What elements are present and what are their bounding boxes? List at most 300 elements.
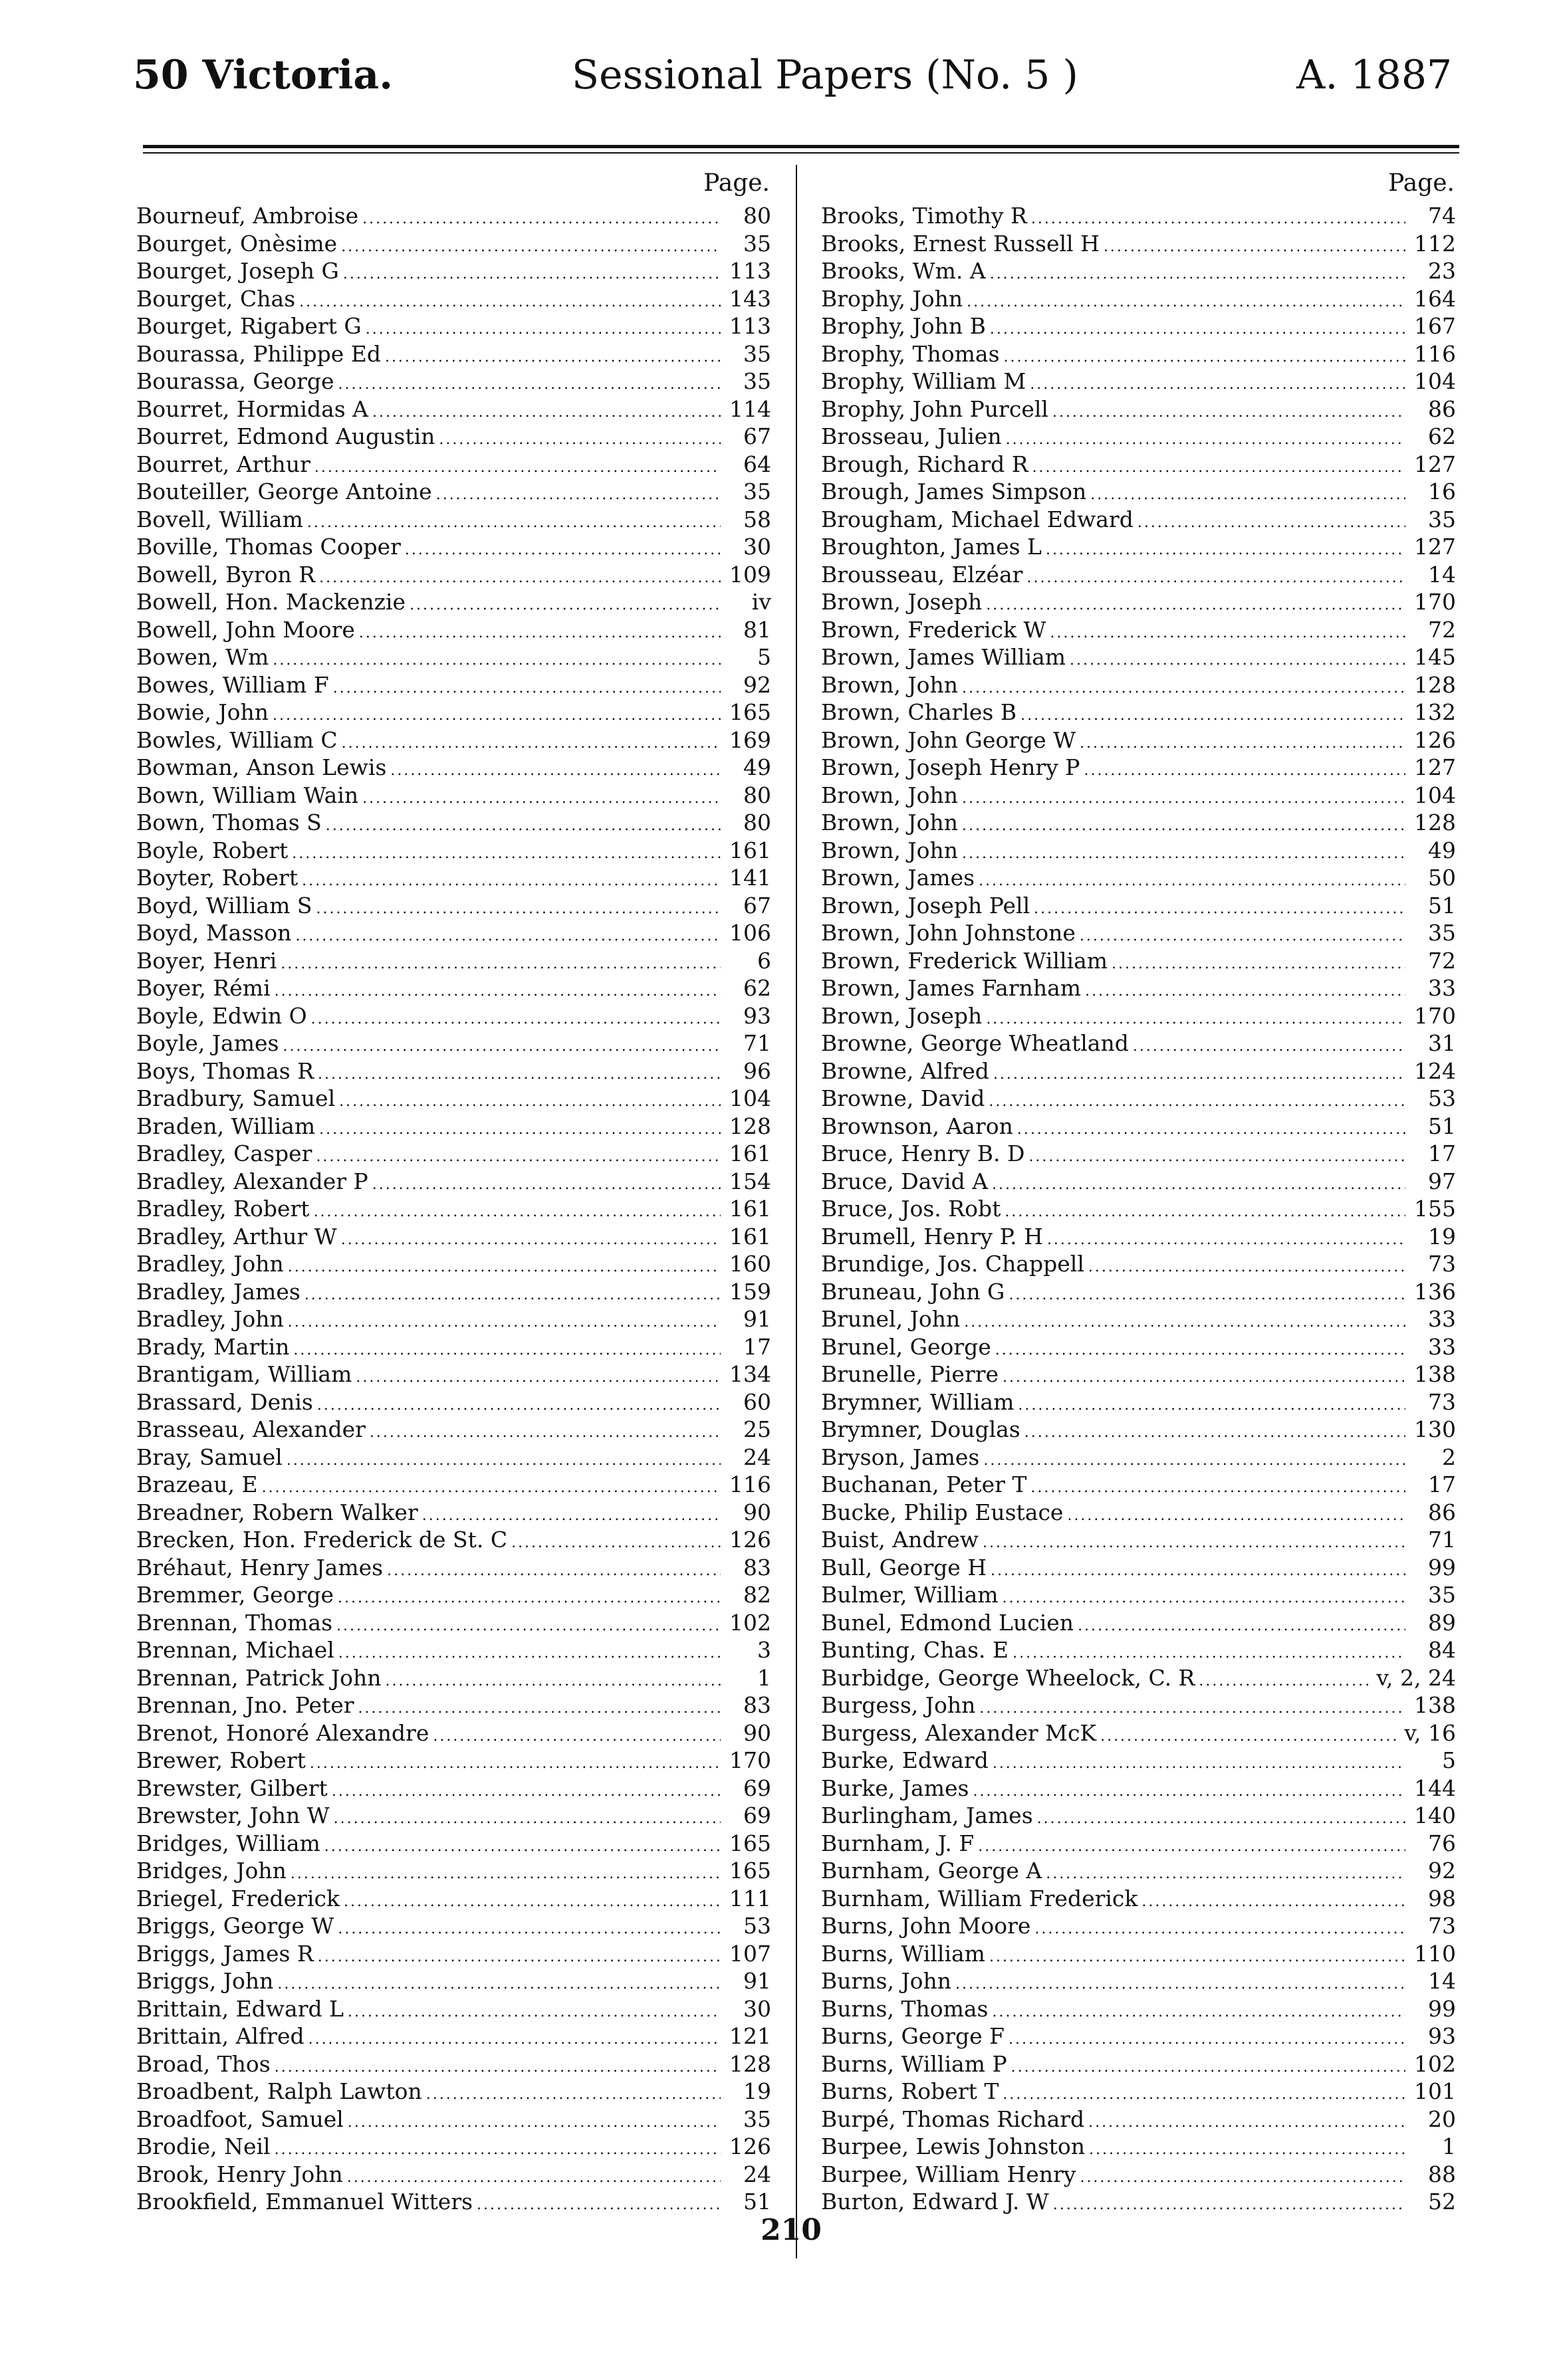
index-entry	[136, 699, 771, 726]
entry-name: Brookfield, Emmanuel Witters	[136, 2189, 473, 2215]
entry-name: Brown, John Johnstone	[821, 920, 1076, 946]
leader-dots	[1084, 754, 1405, 782]
entry-page: 104	[729, 1085, 771, 1111]
index-entry	[821, 340, 1456, 368]
leader-dots	[964, 1305, 1405, 1333]
leader-dots	[295, 919, 721, 947]
entry-page: 67	[743, 423, 771, 449]
entry-name: Bruce, Henry B. D	[821, 1140, 1025, 1166]
leader-dots	[348, 1995, 721, 2023]
entry-name: Boys, Thomas R	[136, 1057, 314, 1084]
leader-dots	[955, 1967, 1405, 1995]
index-entry	[821, 754, 1456, 782]
index-entry	[821, 1085, 1456, 1113]
entry-name: Brownson, Aaron	[821, 1113, 1013, 1139]
entry-name: Brodie, Neil	[136, 2133, 271, 2159]
entry-name: Brook, Henry John	[136, 2161, 343, 2187]
leader-dots	[979, 1691, 1405, 1719]
entry-page: 113	[729, 258, 771, 284]
leader-dots	[341, 1223, 721, 1251]
page-column-label: Page.	[703, 169, 770, 197]
entry-page: 52	[1428, 2189, 1456, 2215]
entry-page: 49	[1428, 837, 1456, 863]
leader-dots	[338, 1912, 721, 1940]
leader-dots	[1013, 1636, 1405, 1664]
entry-name: Bradley, Arthur W	[136, 1223, 337, 1249]
index-entry	[136, 974, 771, 1002]
entry-page: 23	[1428, 258, 1456, 284]
leader-dots	[983, 1444, 1405, 1471]
index-entry	[136, 340, 771, 368]
entry-page: 161	[729, 1223, 771, 1249]
entry-page: 35	[743, 368, 771, 394]
entry-name: Brittain, Edward L	[136, 1995, 344, 2022]
entry-page: 112	[1414, 230, 1456, 257]
entry-page: 128	[729, 1113, 771, 1139]
index-list-right	[821, 202, 1456, 2216]
entry-name: Bradbury, Samuel	[136, 1085, 336, 1111]
leader-dots	[273, 643, 721, 671]
leader-dots	[1024, 1416, 1405, 1444]
leader-dots	[390, 754, 721, 782]
entry-name: Bowell, Byron R	[136, 561, 316, 588]
index-column-right	[821, 165, 1456, 2216]
index-entry	[821, 1995, 1456, 2023]
entry-page: 161	[729, 1196, 771, 1222]
entry-page: 33	[1428, 1333, 1456, 1360]
entry-page: 71	[743, 1030, 771, 1056]
entry-page: 31	[1428, 1030, 1456, 1056]
leader-dots	[995, 1333, 1405, 1361]
index-entry	[821, 423, 1456, 451]
index-entry	[136, 864, 771, 892]
entry-name: Brewster, John W	[136, 1802, 330, 1828]
leader-dots	[318, 1940, 721, 1968]
index-entry	[821, 1885, 1456, 1913]
entry-name: Bourret, Hormidas A	[136, 395, 369, 422]
index-entry	[821, 864, 1456, 892]
entry-name: Brown, Joseph	[821, 1002, 983, 1029]
entry-name: Brophy, William M	[821, 368, 1026, 394]
entry-name: Buist, Andrew	[821, 1527, 979, 1553]
entry-page: 62	[743, 975, 771, 1001]
entry-page: 126	[729, 1527, 771, 1553]
entry-name: Boyd, Masson	[136, 920, 292, 946]
index-entry	[136, 616, 771, 644]
leader-dots	[1100, 1719, 1400, 1747]
entry-page: 89	[1428, 1609, 1456, 1636]
entry-name: Boyer, Henri	[136, 947, 277, 974]
entry-page: 170	[1414, 589, 1456, 615]
entry-page: 138	[1414, 1692, 1456, 1718]
entry-name: Bowman, Anson Lewis	[136, 754, 387, 780]
leader-dots	[1047, 1223, 1405, 1251]
index-entry	[136, 2106, 771, 2133]
leader-dots	[1030, 1471, 1405, 1499]
entry-name: Browne, David	[821, 1085, 985, 1111]
entry-name: Bourret, Edmond Augustin	[136, 423, 435, 449]
entry-name: Bowes, William F	[136, 671, 329, 698]
leader-dots	[1032, 451, 1405, 479]
entry-name: Brenot, Honoré Alexandre	[136, 1719, 429, 1746]
leader-dots	[1080, 726, 1405, 754]
index-column-left	[136, 165, 771, 2216]
entry-name: Briggs, James R	[136, 1940, 314, 1967]
index-entry	[136, 1360, 771, 1388]
entry-name: Broughton, James L	[821, 534, 1042, 560]
index-entry	[821, 1140, 1456, 1168]
index-entry	[136, 1967, 771, 1995]
entry-page: 98	[1428, 1885, 1456, 1911]
leader-dots	[372, 1168, 721, 1196]
leader-dots	[973, 1775, 1405, 1802]
entry-page: 67	[743, 892, 771, 919]
entry-page: 74	[1428, 203, 1456, 229]
leader-dots	[338, 1636, 721, 1664]
entry-name: Bown, Thomas S	[136, 810, 322, 835]
leader-dots	[311, 1002, 721, 1030]
entry-page: 2	[1442, 1444, 1456, 1470]
leader-dots	[1088, 1250, 1405, 1278]
leader-dots	[1089, 2133, 1405, 2161]
index-entry	[821, 561, 1456, 589]
entry-page: 96	[743, 1057, 771, 1084]
index-entry	[136, 1333, 771, 1361]
entry-name: Bradley, John	[136, 1251, 284, 1277]
index-entry	[136, 533, 771, 561]
leader-dots	[356, 1360, 721, 1388]
index-entry	[136, 1691, 771, 1719]
index-entry	[821, 1002, 1456, 1030]
entry-name: Burns, Robert T	[821, 2078, 999, 2104]
index-entry	[136, 368, 771, 395]
leader-dots	[989, 1940, 1405, 1968]
entry-page: 35	[743, 340, 771, 367]
entry-page: 128	[1414, 671, 1456, 698]
entry-page: 92	[1428, 1858, 1456, 1884]
index-entry	[136, 1388, 771, 1416]
index-entry	[821, 2106, 1456, 2133]
index-entry	[136, 919, 771, 947]
index-entry	[821, 1664, 1456, 1692]
leader-dots	[992, 1995, 1405, 2023]
leader-dots	[983, 1526, 1405, 1554]
leader-dots	[338, 368, 721, 395]
leader-dots	[277, 1967, 721, 1995]
entry-name: Bradley, Alexander P	[136, 1168, 368, 1194]
entry-page: 143	[729, 285, 771, 312]
leader-dots	[1037, 1802, 1405, 1830]
entry-page: 30	[743, 534, 771, 560]
entry-page: 71	[1428, 1527, 1456, 1553]
leader-dots	[1028, 1140, 1405, 1168]
entry-page: 140	[1414, 1802, 1456, 1828]
leader-dots	[1078, 1609, 1405, 1637]
entry-name: Brown, Frederick William	[821, 947, 1108, 974]
index-entry	[821, 533, 1456, 561]
leader-dots	[372, 395, 721, 423]
leader-dots	[1034, 1912, 1405, 1940]
entry-page: 145	[1414, 644, 1456, 670]
entry-name: Brooks, Ernest Russell H	[821, 230, 1100, 257]
index-entry	[821, 257, 1456, 285]
index-entry	[136, 1278, 771, 1306]
entry-page: 14	[1428, 1968, 1456, 1994]
entry-page: 116	[729, 1471, 771, 1497]
leader-dots	[1006, 423, 1405, 451]
entry-name: Brunelle, Pierre	[821, 1361, 999, 1387]
leader-dots	[1085, 974, 1405, 1002]
entry-name: Brady, Martin	[136, 1333, 290, 1360]
index-entry	[821, 202, 1456, 230]
entry-name: Brown, John George W	[821, 726, 1076, 753]
index-entry	[136, 1195, 771, 1223]
entry-page: 169	[729, 726, 771, 753]
entry-page: 5	[1442, 1747, 1456, 1773]
leader-dots	[348, 2106, 721, 2133]
entry-page: 35	[743, 230, 771, 257]
entry-name: Brassard, Denis	[136, 1388, 313, 1415]
leader-dots	[291, 1857, 721, 1885]
entry-name: Briegel, Frederick	[136, 1885, 340, 1911]
leader-dots	[1133, 1029, 1405, 1057]
entry-page: 104	[1414, 782, 1456, 808]
entry-page: 83	[743, 1554, 771, 1580]
entry-page: 17	[743, 1333, 771, 1360]
entry-page: 161	[729, 1140, 771, 1166]
index-entry	[821, 451, 1456, 479]
index-entry	[821, 285, 1456, 313]
header-rule-thin	[143, 152, 1459, 154]
entry-name: Bradley, James	[136, 1278, 300, 1305]
leader-dots	[362, 782, 721, 810]
entry-page: 97	[1428, 1168, 1456, 1194]
entry-name: Bruce, Jos. Robt	[821, 1196, 1001, 1222]
leader-dots	[275, 2050, 721, 2078]
entry-page: 116	[1414, 340, 1456, 367]
entry-page: 49	[743, 754, 771, 780]
entry-name: Broadbent, Ralph Lawton	[136, 2078, 422, 2104]
page-column-label: Page.	[1388, 169, 1455, 197]
index-entry	[821, 726, 1456, 754]
entry-page: 138	[1414, 1361, 1456, 1387]
entry-name: Braden, William	[136, 1113, 316, 1139]
leader-dots	[308, 2022, 721, 2050]
leader-dots	[1003, 1360, 1405, 1388]
entry-name: Bréhaut, Henry James	[136, 1554, 384, 1580]
entry-name: Burns, Thomas	[821, 1995, 989, 2022]
entry-page: 102	[729, 1609, 771, 1636]
entry-name: Bray, Samuel	[136, 1444, 283, 1470]
entry-name: Brennan, Thomas	[136, 1609, 333, 1636]
leader-dots	[283, 1029, 721, 1057]
leader-dots	[319, 561, 721, 589]
index-entry	[136, 947, 771, 975]
leader-dots	[332, 1775, 721, 1802]
leader-dots	[1199, 1664, 1372, 1692]
entry-name: Bucke, Philip Eustace	[821, 1499, 1064, 1525]
entry-name: Boyle, James	[136, 1030, 279, 1056]
leader-dots	[1053, 2188, 1405, 2216]
entry-name: Brymner, William	[821, 1388, 1014, 1415]
index-entry	[821, 1305, 1456, 1333]
entry-page: 69	[743, 1802, 771, 1828]
index-entry	[821, 892, 1456, 920]
entry-name: Burbidge, George Wheelock, C. R	[821, 1664, 1195, 1691]
leader-dots	[339, 1085, 721, 1113]
entry-page: 83	[743, 1692, 771, 1718]
leader-dots	[314, 1195, 721, 1223]
entry-page: iv	[751, 589, 771, 615]
index-entry	[136, 285, 771, 313]
index-entry	[821, 1691, 1456, 1719]
entry-name: Broadfoot, Samuel	[136, 2106, 344, 2132]
leader-dots	[1004, 340, 1405, 368]
leader-dots	[993, 1747, 1405, 1775]
index-entry	[136, 1029, 771, 1057]
index-entry	[136, 506, 771, 534]
index-entry	[136, 1526, 771, 1554]
entry-page: 81	[743, 616, 771, 643]
entry-page: 33	[1428, 975, 1456, 1001]
index-entry	[136, 561, 771, 589]
leader-dots	[422, 1499, 721, 1527]
entry-name: Burton, Edward J. W	[821, 2189, 1049, 2215]
index-entry	[136, 1912, 771, 1940]
leader-dots	[1080, 2161, 1405, 2189]
index-entry	[821, 1554, 1456, 1582]
leader-dots	[317, 1388, 721, 1416]
entry-page: 1	[757, 1664, 771, 1691]
index-entry	[136, 451, 771, 479]
entry-page: 126	[1414, 726, 1456, 753]
entry-page: 16	[1428, 479, 1456, 504]
leader-dots	[310, 1747, 721, 1775]
entry-name: Brennan, Patrick John	[136, 1664, 382, 1691]
index-entry	[136, 2188, 771, 2216]
entry-page: 127	[1414, 754, 1456, 780]
entry-name: Brown, James	[821, 865, 975, 891]
leader-dots	[314, 451, 721, 479]
entry-page: 165	[729, 1858, 771, 1884]
entry-name: Boyle, Edwin O	[136, 1002, 307, 1029]
leader-dots	[316, 1140, 721, 1168]
leader-dots	[986, 588, 1405, 616]
entry-name: Brennan, Michael	[136, 1637, 334, 1663]
index-entry	[136, 1223, 771, 1251]
index-entry	[136, 230, 771, 258]
entry-name: Bourret, Arthur	[136, 451, 310, 477]
index-entry	[821, 230, 1456, 258]
entry-name: Bowell, Hon. Mackenzie	[136, 589, 406, 615]
entry-page: 53	[743, 1913, 771, 1939]
entry-page: 84	[1428, 1637, 1456, 1663]
entry-name: Boyer, Rémi	[136, 975, 271, 1001]
index-entry	[821, 1250, 1456, 1278]
index-entry	[821, 2050, 1456, 2078]
entry-name: Brooks, Wm. A	[821, 258, 986, 284]
entry-name: Bowles, William C	[136, 726, 338, 753]
entry-page: 73	[1428, 1251, 1456, 1277]
index-entry	[821, 782, 1456, 810]
entry-page: 33	[1428, 1306, 1456, 1332]
entry-name: Burpee, William Henry	[821, 2161, 1076, 2187]
entry-page: 60	[743, 1388, 771, 1415]
entry-page: 72	[1428, 616, 1456, 643]
column-divider	[796, 165, 797, 2258]
index-entry	[136, 257, 771, 285]
index-entry	[821, 368, 1456, 395]
entry-name: Burke, Edward	[821, 1747, 989, 1773]
entry-page: 132	[1414, 699, 1456, 725]
entry-name: Brantigam, William	[136, 1361, 352, 1387]
page-number: 210	[761, 2213, 822, 2247]
entry-page: 35	[1428, 506, 1456, 532]
entry-page: 19	[1428, 1223, 1456, 1249]
entry-name: Brown, Joseph Pell	[821, 892, 1030, 919]
leader-dots	[316, 892, 721, 920]
entry-name: Brophy, John B	[821, 313, 986, 339]
index-entry	[136, 1168, 771, 1196]
index-entry	[821, 1223, 1456, 1251]
entry-name: Brunel, John	[821, 1306, 961, 1332]
entry-name: Burke, James	[821, 1775, 969, 1801]
leader-dots	[967, 285, 1405, 313]
entry-page: 88	[1428, 2161, 1456, 2187]
entry-name: Brewer, Robert	[136, 1747, 306, 1773]
leader-dots	[262, 1471, 721, 1499]
page-header	[0, 0, 1551, 126]
entry-name: Burlingham, James	[821, 1802, 1033, 1828]
entry-page: 127	[1414, 451, 1456, 477]
entry-page: 113	[729, 313, 771, 339]
index-entry	[821, 699, 1456, 726]
index-entry	[136, 202, 771, 230]
index-entry	[136, 1002, 771, 1030]
index-entry	[136, 837, 771, 865]
index-entry	[136, 588, 771, 616]
entry-page: 35	[743, 2106, 771, 2132]
index-entry	[136, 1113, 771, 1140]
entry-name: Brown, John	[821, 810, 958, 835]
index-entry	[821, 1940, 1456, 1968]
leader-dots	[991, 1554, 1405, 1582]
entry-page: v, 2, 24	[1376, 1664, 1456, 1691]
index-entry	[136, 312, 771, 340]
entry-page: 19	[743, 2078, 771, 2104]
entry-page: 159	[729, 1278, 771, 1305]
leader-dots	[302, 864, 721, 892]
index-entry	[821, 1830, 1456, 1858]
entry-name: Briggs, John	[136, 1968, 274, 1994]
index-entry	[136, 671, 771, 699]
leader-dots	[1031, 202, 1405, 230]
leader-dots	[326, 809, 721, 837]
leader-dots	[1030, 368, 1405, 395]
entry-name: Burpé, Thomas Richard	[821, 2106, 1085, 2132]
index-entry	[821, 2188, 1456, 2216]
index-entry	[821, 671, 1456, 699]
leader-dots	[1050, 616, 1405, 644]
entry-name: Brumell, Henry P. H	[821, 1223, 1043, 1249]
leader-dots	[1104, 230, 1405, 258]
entry-name: Brosseau, Julien	[821, 423, 1002, 449]
entry-name: Brown, Joseph Henry P	[821, 754, 1080, 780]
entry-name: Burns, George F	[821, 2023, 1005, 2049]
leader-dots	[275, 2133, 721, 2161]
index-entry	[136, 1747, 771, 1775]
entry-page: 127	[1414, 534, 1456, 560]
